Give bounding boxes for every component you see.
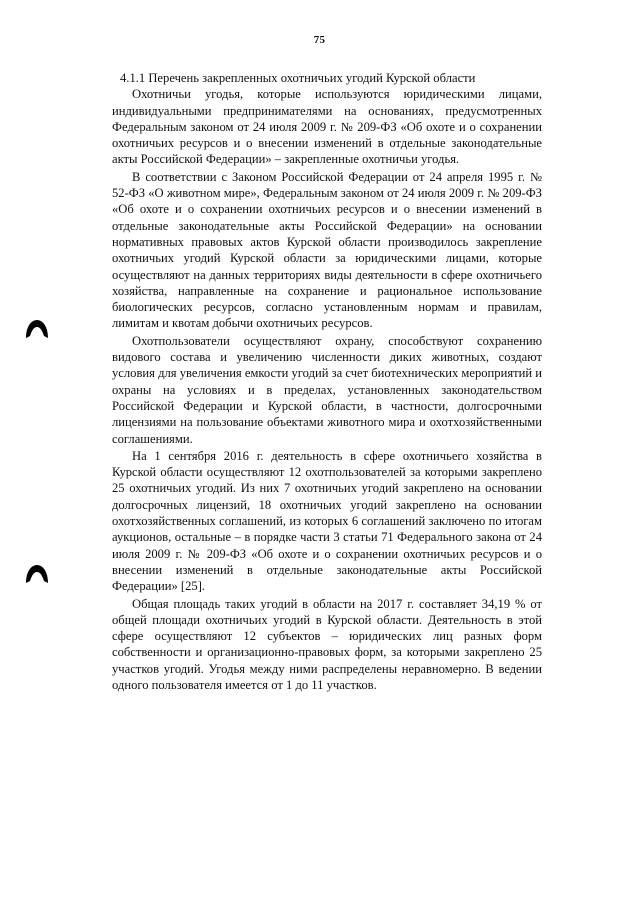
paragraph-4: На 1 сентября 2016 г. деятельность в сфере охотничьего хозяйства в Курской области осуществляют 12 охотпользователей за которыми закреплено 25 охотничьих угодий. Из них 7 охотничьих угодий закреплено на основании долгосрочных лицензий, 18 охотничьих угодий закреплено на основании охотхозяйственных соглашений, из которых 6 соглашений заключено по итогам аукционов, остальные – в порядке части 3 статьи 71 Федерального закона от 24 июля 2009 г. № 209-ФЗ «Об охоте и о сохранении охотничьих ресурсов и о внесении изменений в отдельные законодательные акты Российской Федерации» [25].	[112, 448, 542, 594]
paragraph-3: Охотпользователи осуществляют охрану, способствуют сохранению видового состава и увеличению численности диких животных, создают условия для увеличения емкости угодий за счет биотехнических мероприятий и охраны на условиях и в пределах, установленных законодательством Российской Федерации и Курской области, в частности, долгосрочными лицензиями на пользование объектами животного мира и охотхозяйственными соглашениями.	[112, 333, 542, 446]
binder-hole-icon	[24, 563, 50, 585]
document-body	[112, 70, 542, 693]
binder-hole-icon	[24, 318, 50, 340]
paragraph-5: Общая площадь таких угодий в области на 2017 г. составляет 34,19 % от общей площади охотничьих угодий в Курской области. Деятельность в этой сфере осуществляют 12 субъектов – юридических лиц разных форм собственности и организационно-правовых форм, за которыми закреплено 25 участков угодий. Угодья между ними распределены неравномерно. В ведении одного пользователя имеется от 1 до 11 участков.	[112, 596, 542, 692]
page-number: 75	[313, 34, 326, 46]
section-heading: 4.1.1 Перечень закрепленных охотничьих угодий Курской области	[120, 71, 476, 85]
paragraph-1: Охотничьи угодья, которые используются юридическими лицами, индивидуальными предпринимателями на основаниях, предусмотренных Федеральным законом от 24 июля 2009 г. № 209-ФЗ «Об охоте и о сохранении охотничьих ресурсов и о внесении изменений в отдельные законодательные акты Российской Федерации» – закрепленные охотничьи угодья.	[112, 87, 542, 167]
paragraph-2: В соответствии с Законом Российской Федерации от 24 апреля 1995 г. № 52-ФЗ «О животном мире», Федеральным законом от 24 июля 2009 г. № 209-ФЗ «Об охоте и о сохранении охотничьих ресурсов и о внесении изменений в отдельные законодательные акты Российской Федерации» на основании нормативных правовых актов Курской области производилось закрепление охотничьих угодий Курской области за юридическими лицами, которые осуществляют на данных территориях виды деятельности в сфере охотничьего хозяйства, направленные на сохранение и рациональное использование биологических ресурсов, согласно установленным нормам и правилам, лимитам и квотам добычи охотничьих ресурсов.	[112, 169, 542, 331]
